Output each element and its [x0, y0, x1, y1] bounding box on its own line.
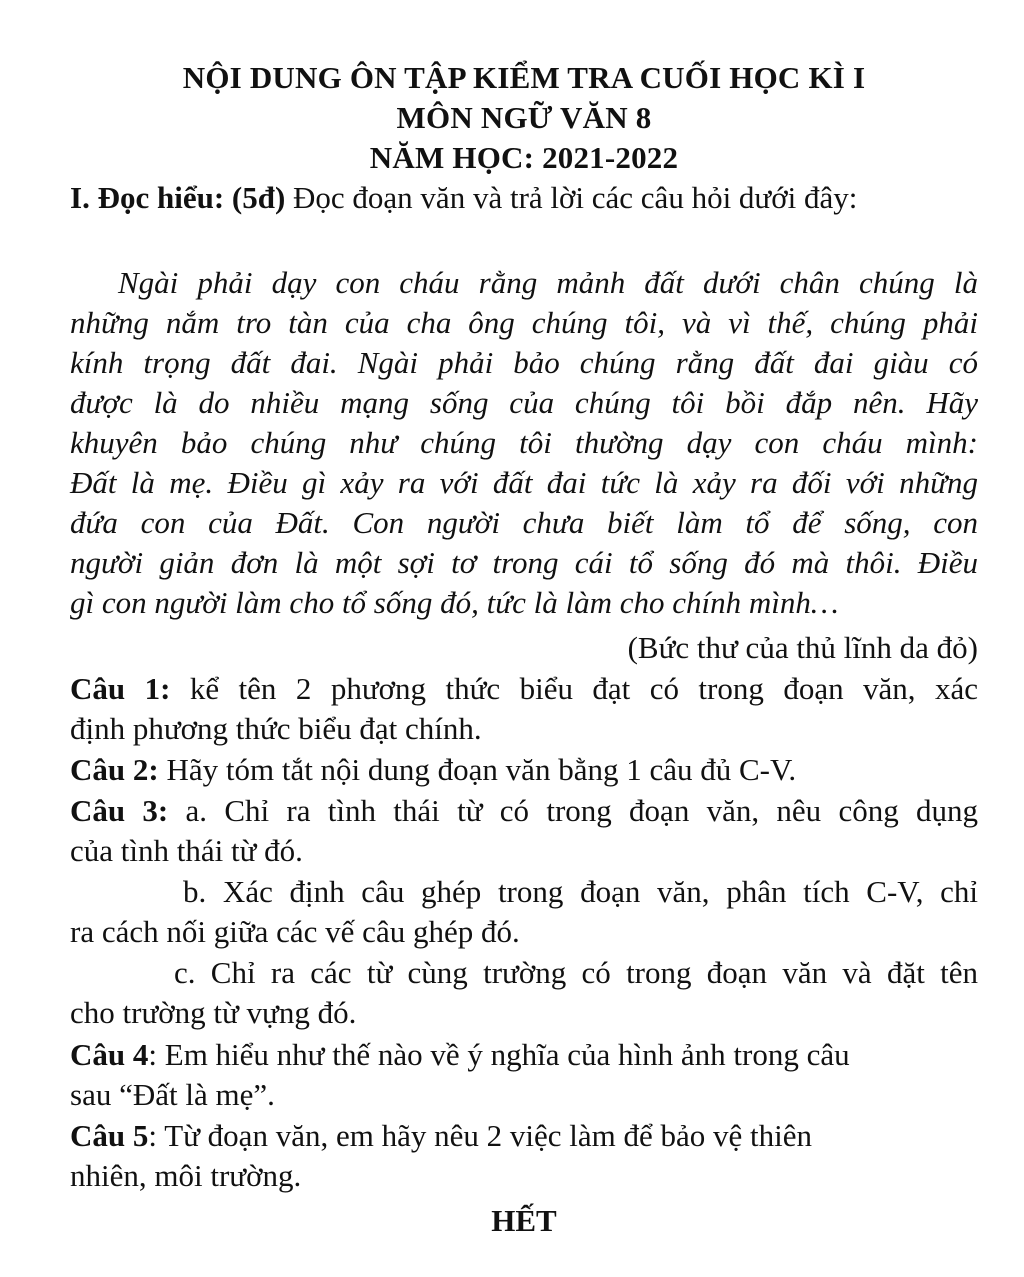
passage-line-7: đứa con của Đất. Con người chưa biết làm tổ để sống, con	[70, 505, 978, 540]
passage-source: (Bức thư của thủ lĩnh da đỏ)	[627, 630, 978, 665]
question-2	[70, 750, 978, 790]
question-3c-line-1: c. Chỉ ra các từ cùng trường có trong đoạn văn và đặt tên	[174, 955, 978, 990]
question-2-label: Câu 2:	[70, 752, 159, 787]
question-5-line-2: nhiên, môi trường.	[70, 1158, 302, 1193]
question-4-line-1	[70, 1035, 978, 1075]
question-1-label: Câu 1:	[70, 671, 171, 706]
passage-line-2: những nắm tro tàn của cha ông chúng tôi, và vì thế, chúng phải	[70, 305, 978, 340]
section-reading-instruction: Đọc đoạn văn và trả lời các câu hỏi dưới đây:	[285, 180, 858, 215]
school-year-title: NĂM HỌC: 2021-2022	[369, 140, 679, 175]
question-3b-line-2: ra cách nối giữa các vế câu ghép đó.	[70, 914, 520, 949]
question-3a-line-1	[70, 791, 978, 831]
question-3-label: Câu 3:	[70, 793, 169, 828]
question-4-text: : Em hiểu như thế nào về ý nghĩa của hình ảnh trong câu	[148, 1037, 850, 1072]
question-1-line-1	[70, 669, 978, 709]
document-title: NỘI DUNG ÔN TẬP KIỂM TRA CUỐI HỌC KÌ I	[182, 60, 866, 95]
passage-line-1: Ngài phải dạy con cháu rằng mảnh đất dưới chân chúng là	[118, 265, 978, 300]
passage-line-4: được là do nhiều mạng sống của chúng tôi bồi đắp nên. Hãy	[70, 385, 978, 420]
section-reading-label: I. Đọc hiểu: (5đ)	[70, 180, 286, 215]
passage-line-9: gì con người làm cho tổ sống đó, tức là làm cho chính mình…	[70, 585, 839, 620]
question-5-line-1	[70, 1116, 978, 1156]
question-1-line-2: định phương thức biểu đạt chính.	[70, 711, 482, 746]
question-4-line-2: sau “Đất là mẹ”.	[70, 1077, 275, 1112]
passage-line-6: Đất là mẹ. Điều gì xảy ra với đất đai tức là xảy ra đối với những	[70, 465, 978, 500]
question-2-text: Hãy tóm tắt nội dung đoạn văn bằng 1 câu đủ C-V.	[158, 752, 797, 787]
question-3c-line-2: cho trường từ vựng đó.	[70, 995, 357, 1030]
section-reading-heading	[70, 178, 978, 218]
question-1-text: kể tên 2 phương thức biểu đạt có trong đoạn văn, xác	[170, 671, 978, 706]
question-3b-line-1: b. Xác định câu ghép trong đoạn văn, phân tích C-V, chỉ	[183, 874, 978, 909]
end-marker: HẾT	[491, 1203, 557, 1238]
question-3a-line-2: của tình thái từ đó.	[70, 833, 303, 868]
passage-line-3: kính trọng đất đai. Ngài phải bảo chúng rằng đất đai giàu có	[70, 345, 978, 380]
question-3a-text: a. Chỉ ra tình thái từ có trong đoạn văn, nêu công dụng	[168, 793, 978, 828]
question-4-label: Câu 4	[70, 1037, 149, 1072]
subject-title: MÔN NGỮ VĂN 8	[396, 100, 652, 135]
passage-line-5: khuyên bảo chúng như chúng tôi thường dạy con cháu mình:	[70, 425, 978, 460]
question-5-text: : Từ đoạn văn, em hãy nêu 2 việc làm để bảo vệ thiên	[148, 1118, 812, 1153]
passage-line-8: người giản đơn là một sợi tơ trong cái tổ sống đó mà thôi. Điều	[70, 545, 978, 580]
question-5-label: Câu 5	[70, 1118, 149, 1153]
